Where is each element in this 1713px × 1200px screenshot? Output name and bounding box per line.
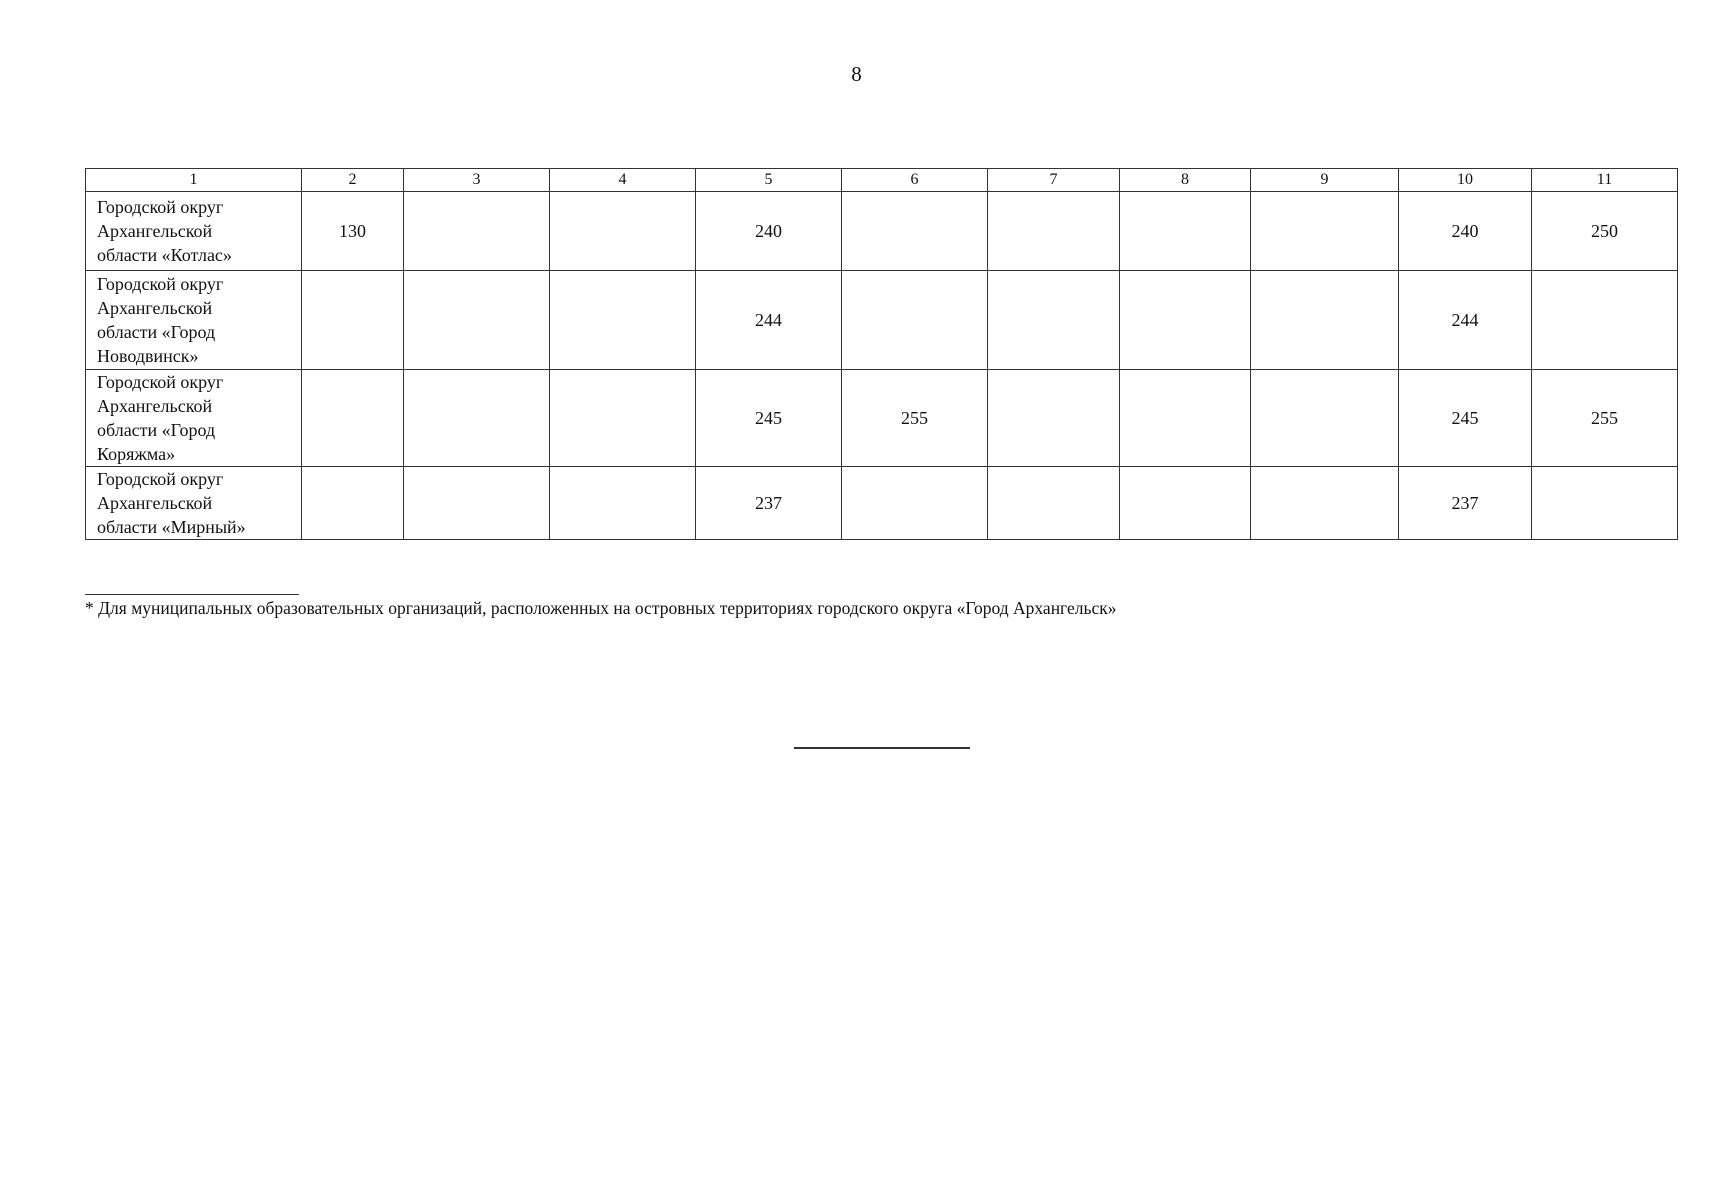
name-line: области «Город (97, 420, 216, 440)
value-cell (404, 467, 550, 540)
value-cell (302, 467, 404, 540)
name-line: Архангельской (97, 298, 213, 318)
name-line: области «Город (97, 322, 216, 342)
data-table (85, 168, 1678, 540)
value-cell (1251, 370, 1399, 467)
value-cell (1120, 271, 1251, 370)
header-row (86, 169, 1678, 192)
value-cell (842, 271, 988, 370)
value-cell (1120, 467, 1251, 540)
name-line: Архангельской (97, 221, 213, 241)
value-cell (1251, 192, 1399, 271)
value-cell: 255 (842, 370, 988, 467)
value-cell: 237 (696, 467, 842, 540)
table-row (86, 370, 1678, 467)
value-cell (404, 192, 550, 271)
municipality-name (86, 192, 302, 271)
municipality-name (86, 370, 302, 467)
name-line: Новодвинск» (97, 346, 199, 366)
column-header: 4 (550, 169, 696, 192)
value-cell: 244 (696, 271, 842, 370)
name-line: Городской округ (97, 274, 224, 294)
value-cell (988, 271, 1120, 370)
value-cell (1120, 192, 1251, 271)
value-cell (550, 192, 696, 271)
page-number: 8 (851, 62, 862, 86)
name-line: Коряжма» (97, 444, 176, 464)
value-cell (404, 271, 550, 370)
name-line: Городской округ (97, 469, 224, 489)
column-header: 5 (696, 169, 842, 192)
name-line: области «Котлас» (97, 245, 232, 265)
name-line: Городской округ (97, 372, 224, 392)
value-cell (1120, 370, 1251, 467)
value-cell (842, 192, 988, 271)
table-row (86, 271, 1678, 370)
value-cell (302, 271, 404, 370)
table-row (86, 192, 1678, 271)
value-cell (550, 467, 696, 540)
value-cell: 250 (1532, 192, 1678, 271)
value-cell: 245 (1399, 370, 1532, 467)
column-header: 3 (404, 169, 550, 192)
column-header: 6 (842, 169, 988, 192)
value-cell (302, 370, 404, 467)
value-cell (404, 370, 550, 467)
value-cell (842, 467, 988, 540)
column-header: 8 (1120, 169, 1251, 192)
footnote-separator (85, 594, 299, 595)
value-cell (1532, 271, 1678, 370)
value-cell: 240 (1399, 192, 1532, 271)
footnote: * Для муниципальных образовательных организаций, расположенных на островных территориях городского округа «Город Архангельск» (85, 598, 1117, 618)
value-cell: 244 (1399, 271, 1532, 370)
value-cell: 237 (1399, 467, 1532, 540)
value-cell: 255 (1532, 370, 1678, 467)
name-line: Городской округ (97, 197, 224, 217)
column-header: 10 (1399, 169, 1532, 192)
value-cell (550, 370, 696, 467)
name-line: Архангельской (97, 493, 213, 513)
column-header: 7 (988, 169, 1120, 192)
municipality-name (86, 271, 302, 370)
value-cell (1251, 271, 1399, 370)
value-cell (1251, 467, 1399, 540)
name-line: области «Мирный» (97, 517, 246, 537)
column-header: 11 (1532, 169, 1678, 192)
value-cell (1532, 467, 1678, 540)
value-cell: 240 (696, 192, 842, 271)
end-line (794, 747, 970, 749)
column-header: 2 (302, 169, 404, 192)
value-cell (988, 192, 1120, 271)
value-cell: 130 (302, 192, 404, 271)
column-header: 9 (1251, 169, 1399, 192)
value-cell (550, 271, 696, 370)
municipality-name (86, 467, 302, 540)
value-cell (988, 370, 1120, 467)
value-cell: 245 (696, 370, 842, 467)
value-cell (988, 467, 1120, 540)
name-line: Архангельской (97, 396, 213, 416)
column-header: 1 (86, 169, 302, 192)
table-row (86, 467, 1678, 540)
